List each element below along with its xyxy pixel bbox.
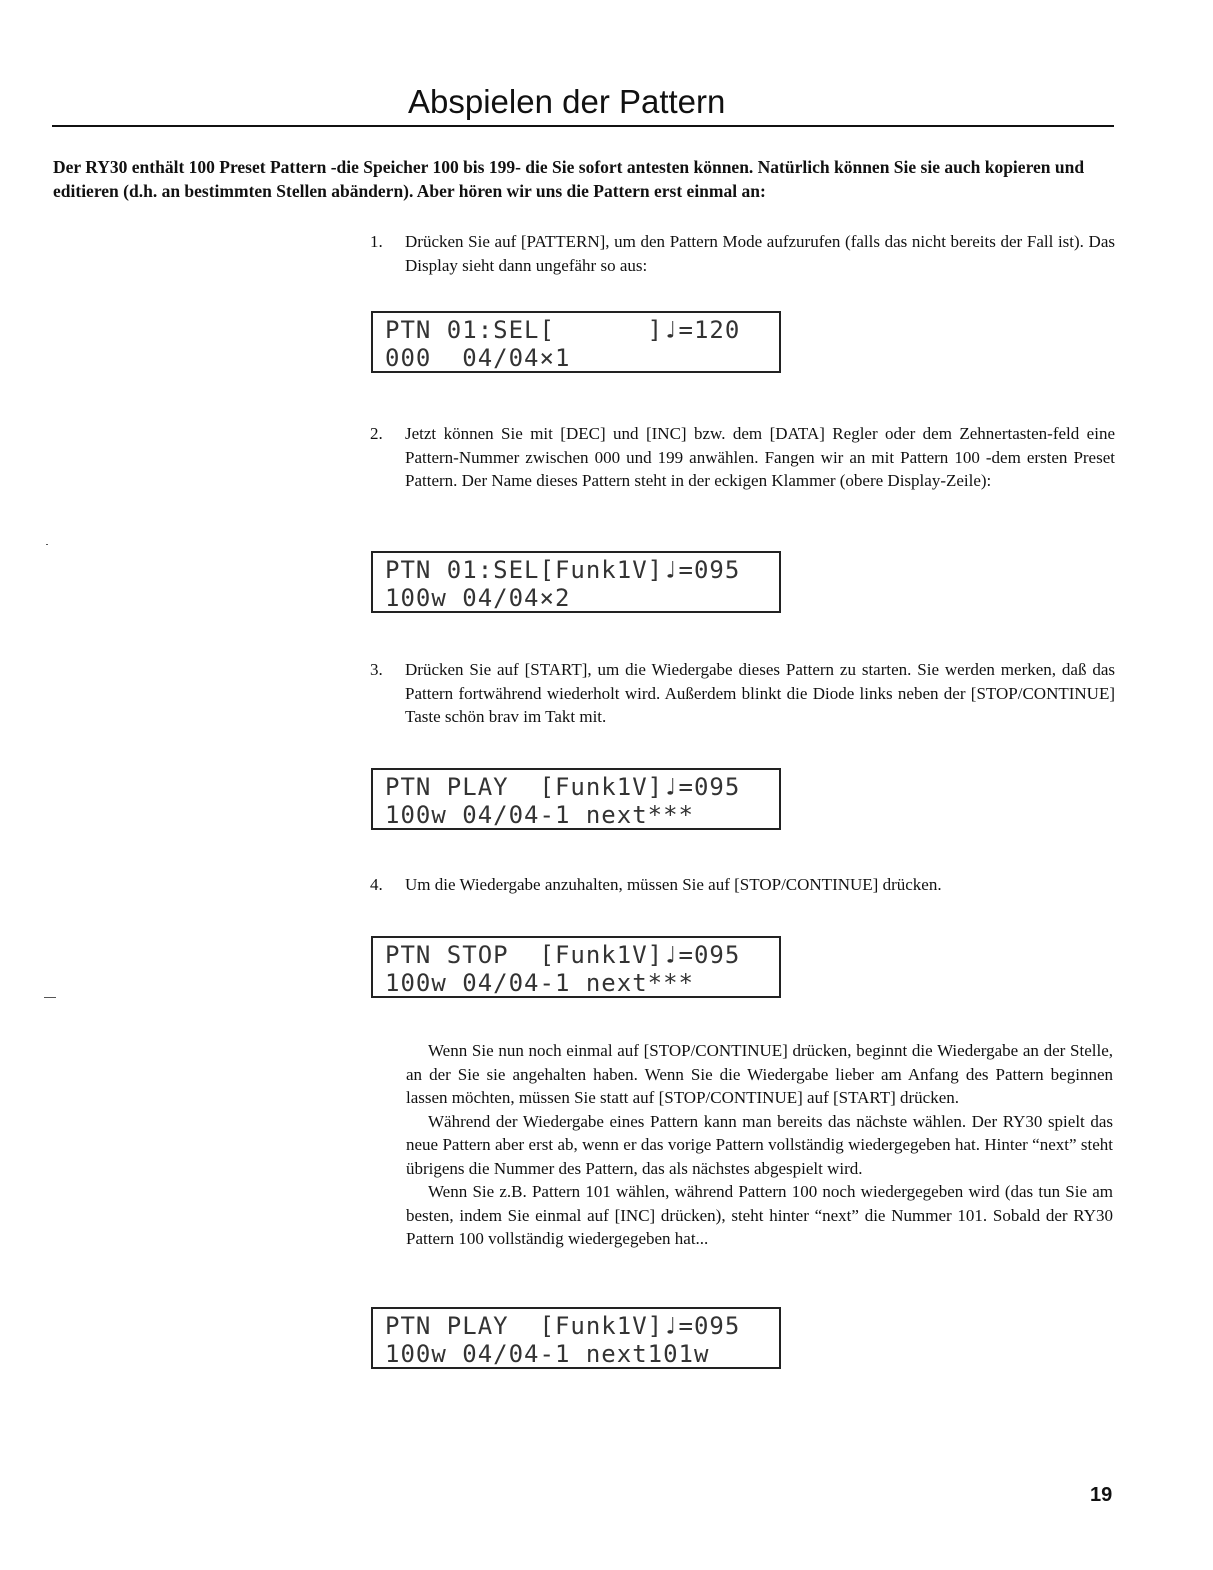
step-text: Um die Wiedergabe anzuhalten, müssen Sie auf [STOP/CONTINUE] drücken. xyxy=(405,875,942,894)
step-number: 1. xyxy=(370,232,383,251)
lcd-line-1: PTN STOP [Funk1V]♩=095 xyxy=(385,941,741,969)
lcd-line-2: 000 04/04×1 xyxy=(385,344,571,372)
lcd-display-3 xyxy=(371,768,781,830)
step-1 xyxy=(370,230,1115,277)
step-text: Drücken Sie auf [PATTERN], um den Pattern Mode aufzurufen (falls das nicht bereits der Fall ist). Das Display sieht dann ungefähr so aus: xyxy=(405,232,1115,275)
lcd-line-2: 100w 04/04-1 next*** xyxy=(385,801,694,829)
lcd-display-4 xyxy=(371,936,781,998)
scan-mark xyxy=(44,997,56,998)
scan-mark xyxy=(46,544,48,545)
step-text: Jetzt können Sie mit [DEC] und [INC] bzw. dem [DATA] Regler oder dem Zehnertasten-feld eine Pattern-Nummer zwischen 000 und 199 anwählen. Fangen wir an mit Pattern 100 -dem ersten Preset Pattern. Der Name dieses Pattern steht in der eckigen Klammer (obere Display-Zeile): xyxy=(405,424,1115,490)
lcd-line-2: 100w 04/04-1 next*** xyxy=(385,969,694,997)
paragraph: Wenn Sie z.B. Pattern 101 wählen, während Pattern 100 noch wiedergegeben wird (das tun Sie am besten, indem Sie einmal auf [INC] drücken), steht hinter “next” die Nummer 101. Sobald der RY30 Pattern 100 vollständig wiedergegeben hat... xyxy=(406,1182,1113,1248)
step-number: 3. xyxy=(370,660,383,679)
title-rule xyxy=(52,125,1114,127)
page-title: Abspielen der Pattern xyxy=(408,83,726,120)
lcd-line-1: PTN 01:SEL[Funk1V]♩=095 xyxy=(385,556,741,584)
lcd-line-2: 100w 04/04-1 next101w xyxy=(385,1340,710,1368)
lcd-line-2: 100w 04/04×2 xyxy=(385,584,571,612)
lcd-display-1 xyxy=(371,311,781,373)
lcd-display-5 xyxy=(371,1307,781,1369)
paragraph: Wenn Sie nun noch einmal auf [STOP/CONTINUE] drücken, beginnt die Wiedergabe an der Stelle, an der Sie sie angehalten haben. Wenn Sie die Wiedergabe lieber am Anfang des Pattern beginnen lassen möchten, müssen Sie statt auf [STOP/CONTINUE] auf [START] drücken. xyxy=(406,1041,1113,1107)
body-text xyxy=(406,1039,1113,1251)
step-4 xyxy=(370,873,1115,897)
lcd-line-1: PTN PLAY [Funk1V]♩=095 xyxy=(385,773,741,801)
step-number: 4. xyxy=(370,875,383,894)
step-2 xyxy=(370,422,1115,493)
step-text: Drücken Sie auf [START], um die Wiedergabe dieses Pattern zu starten. Sie werden merken, daß das Pattern fortwährend wiederholt wird. Außerdem blinkt die Diode links neben der [STOP/CONTINUE] Taste schön brav im Takt mit. xyxy=(405,660,1115,726)
lcd-line-1: PTN 01:SEL[ ]♩=120 xyxy=(385,316,741,344)
step-number: 2. xyxy=(370,424,383,443)
lcd-line-1: PTN PLAY [Funk1V]♩=095 xyxy=(385,1312,741,1340)
lcd-display-2 xyxy=(371,551,781,613)
intro-paragraph: Der RY30 enthält 100 Preset Pattern -die Speicher 100 bis 199- die Sie sofort antesten können. Natürlich können Sie sie auch kopieren und editieren (d.h. an bestimmten Stellen abändern). Aber hören wir uns die Pattern erst einmal an: xyxy=(53,157,1085,201)
step-3 xyxy=(370,658,1115,729)
page-number: 19 xyxy=(1090,1484,1113,1506)
paragraph: Während der Wiedergabe eines Pattern kann man bereits das nächste wählen. Der RY30 spielt das neue Pattern aber erst ab, wenn er das vorige Pattern vollständig wiedergegeben hat. Hinter “next” steht übrigens die Nummer des Pattern, das als nächstes abgespielt wird. xyxy=(406,1111,1113,1178)
